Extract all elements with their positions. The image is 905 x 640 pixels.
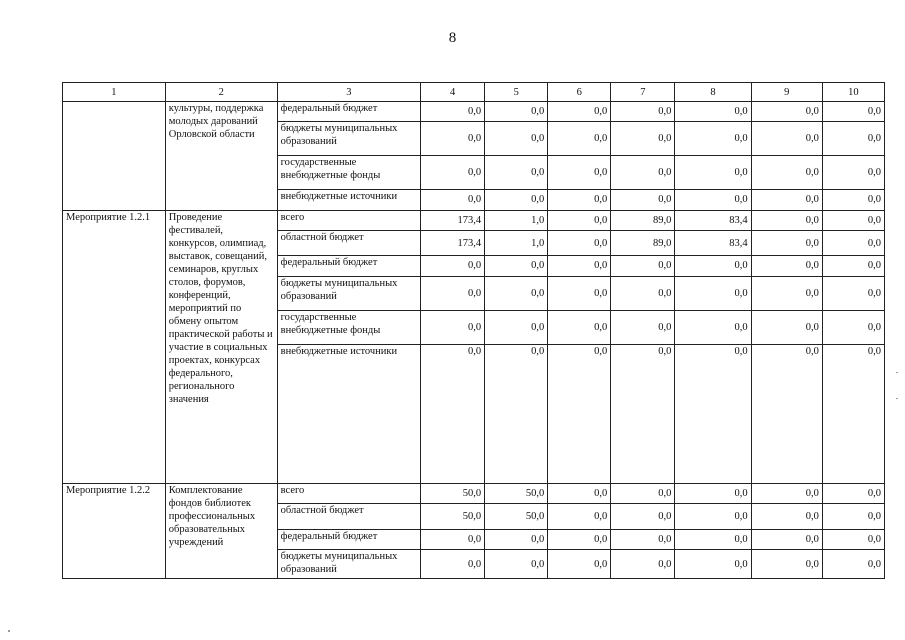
value-cell: 0,0 <box>421 344 485 483</box>
value-cell: 0,0 <box>675 484 751 504</box>
description-cell: Комплектование фондов библиотек профессиональных образовательных учреждений <box>165 484 277 579</box>
value-cell: 0,0 <box>822 529 884 549</box>
value-cell: 0,0 <box>822 190 884 210</box>
value-cell: 0,0 <box>548 190 611 210</box>
value-cell: 0,0 <box>485 550 548 579</box>
funding-source-cell: областной бюджет <box>277 504 420 530</box>
column-number-row <box>63 83 885 102</box>
funding-source-cell: государственные внебюджетные фонды <box>277 310 420 344</box>
value-cell: 173,4 <box>421 210 485 230</box>
value-cell: 0,0 <box>751 276 822 310</box>
value-cell: 0,0 <box>751 122 822 156</box>
value-cell: 0,0 <box>485 256 548 276</box>
value-cell: 0,0 <box>822 310 884 344</box>
value-cell: 0,0 <box>751 230 822 256</box>
funding-source-cell: всего <box>277 484 420 504</box>
value-cell: 0,0 <box>485 102 548 122</box>
activity-cell: Мероприятие 1.2.2 <box>63 484 166 579</box>
value-cell: 0,0 <box>611 102 675 122</box>
value-cell: 0,0 <box>675 190 751 210</box>
value-cell: 0,0 <box>675 102 751 122</box>
value-cell: 0,0 <box>675 504 751 530</box>
value-cell: 0,0 <box>675 276 751 310</box>
funding-source-cell: бюджеты муниципальных образований <box>277 276 420 310</box>
value-cell: 0,0 <box>485 190 548 210</box>
value-cell: 0,0 <box>485 529 548 549</box>
column-number: 6 <box>548 83 611 102</box>
value-cell: 0,0 <box>421 276 485 310</box>
value-cell: 0,0 <box>485 156 548 190</box>
value-cell: 0,0 <box>675 550 751 579</box>
column-number: 10 <box>822 83 884 102</box>
value-cell: 0,0 <box>751 310 822 344</box>
value-cell: 0,0 <box>822 504 884 530</box>
value-cell: 0,0 <box>421 550 485 579</box>
value-cell: 0,0 <box>421 122 485 156</box>
column-number: 7 <box>611 83 675 102</box>
activity-cell <box>63 102 166 211</box>
column-number: 1 <box>63 83 166 102</box>
value-cell: 50,0 <box>485 484 548 504</box>
activity-cell: Мероприятие 1.2.1 <box>63 210 166 484</box>
value-cell: 0,0 <box>751 210 822 230</box>
value-cell: 0,0 <box>485 344 548 483</box>
funding-source-cell: государственные внебюджетные фонды <box>277 156 420 190</box>
value-cell: 0,0 <box>751 190 822 210</box>
value-cell: 0,0 <box>611 550 675 579</box>
value-cell: 0,0 <box>822 484 884 504</box>
value-cell: 50,0 <box>421 504 485 530</box>
value-cell: 0,0 <box>485 276 548 310</box>
value-cell: 0,0 <box>421 256 485 276</box>
value-cell: 0,0 <box>548 210 611 230</box>
value-cell: 0,0 <box>751 344 822 483</box>
value-cell: 0,0 <box>548 344 611 483</box>
value-cell: 89,0 <box>611 230 675 256</box>
value-cell: 0,0 <box>421 156 485 190</box>
scan-mark <box>896 372 898 373</box>
value-cell: 0,0 <box>822 156 884 190</box>
funding-source-cell: бюджеты муниципальных образований <box>277 122 420 156</box>
value-cell: 0,0 <box>751 156 822 190</box>
funding-source-cell: федеральный бюджет <box>277 256 420 276</box>
value-cell: 0,0 <box>421 102 485 122</box>
value-cell: 0,0 <box>822 230 884 256</box>
value-cell: 0,0 <box>751 484 822 504</box>
value-cell: 0,0 <box>822 210 884 230</box>
value-cell: 0,0 <box>548 156 611 190</box>
value-cell: 0,0 <box>548 310 611 344</box>
funding-source-cell: бюджеты муниципальных образований <box>277 550 420 579</box>
funding-source-cell: внебюджетные источники <box>277 344 420 483</box>
value-cell: 0,0 <box>822 102 884 122</box>
value-cell: 0,0 <box>611 529 675 549</box>
value-cell: 1,0 <box>485 210 548 230</box>
description-cell: культуры, поддержка молодых дарований Орловской области <box>165 102 277 211</box>
value-cell: 0,0 <box>611 504 675 530</box>
value-cell: 0,0 <box>421 310 485 344</box>
value-cell: 0,0 <box>675 344 751 483</box>
budget-table <box>62 82 885 579</box>
value-cell: 0,0 <box>751 504 822 530</box>
column-number: 4 <box>421 83 485 102</box>
value-cell: 0,0 <box>611 310 675 344</box>
funding-source-cell: федеральный бюджет <box>277 102 420 122</box>
value-cell: 0,0 <box>675 122 751 156</box>
value-cell: 0,0 <box>751 550 822 579</box>
value-cell: 50,0 <box>485 504 548 530</box>
column-number: 9 <box>751 83 822 102</box>
value-cell: 0,0 <box>751 256 822 276</box>
value-cell: 0,0 <box>675 529 751 549</box>
funding-source-cell: федеральный бюджет <box>277 529 420 549</box>
value-cell: 1,0 <box>485 230 548 256</box>
value-cell: 0,0 <box>485 122 548 156</box>
value-cell: 83,4 <box>675 210 751 230</box>
value-cell: 0,0 <box>822 550 884 579</box>
value-cell: 0,0 <box>548 550 611 579</box>
value-cell: 0,0 <box>611 484 675 504</box>
value-cell: 0,0 <box>548 122 611 156</box>
page-number: 8 <box>448 30 457 46</box>
description-cell: Проведение фестивалей, конкурсов, олимпиад, выставок, совещаний, семинаров, круглых столов, форумов, конференций, мероприятий по обмену опытом практической работы и участие в социальных проектах, конкурсах федерального, регионального значения <box>165 210 277 484</box>
value-cell: 0,0 <box>611 276 675 310</box>
value-cell: 0,0 <box>548 529 611 549</box>
value-cell: 0,0 <box>548 504 611 530</box>
value-cell: 0,0 <box>751 529 822 549</box>
value-cell: 0,0 <box>421 190 485 210</box>
funding-source-cell: всего <box>277 210 420 230</box>
value-cell: 0,0 <box>822 344 884 483</box>
value-cell: 0,0 <box>675 256 751 276</box>
value-cell: 0,0 <box>421 529 485 549</box>
table-row <box>63 210 885 230</box>
value-cell: 0,0 <box>822 256 884 276</box>
value-cell: 83,4 <box>675 230 751 256</box>
column-number: 2 <box>165 83 277 102</box>
scan-mark <box>8 630 10 632</box>
value-cell: 0,0 <box>611 256 675 276</box>
value-cell: 50,0 <box>421 484 485 504</box>
scan-mark <box>896 398 898 399</box>
column-number: 5 <box>485 83 548 102</box>
funding-source-cell: областной бюджет <box>277 230 420 256</box>
table-row <box>63 102 885 122</box>
value-cell: 0,0 <box>675 156 751 190</box>
value-cell: 0,0 <box>611 156 675 190</box>
column-number: 3 <box>277 83 420 102</box>
value-cell: 0,0 <box>548 276 611 310</box>
value-cell: 173,4 <box>421 230 485 256</box>
value-cell: 0,0 <box>611 344 675 483</box>
value-cell: 0,0 <box>675 310 751 344</box>
value-cell: 0,0 <box>485 310 548 344</box>
value-cell: 0,0 <box>548 230 611 256</box>
value-cell: 0,0 <box>611 122 675 156</box>
value-cell: 0,0 <box>822 276 884 310</box>
value-cell: 0,0 <box>548 484 611 504</box>
table-row <box>63 484 885 504</box>
value-cell: 0,0 <box>611 190 675 210</box>
value-cell: 0,0 <box>822 122 884 156</box>
column-number: 8 <box>675 83 751 102</box>
funding-source-cell: внебюджетные источники <box>277 190 420 210</box>
value-cell: 0,0 <box>751 102 822 122</box>
value-cell: 0,0 <box>548 102 611 122</box>
value-cell: 0,0 <box>548 256 611 276</box>
value-cell: 89,0 <box>611 210 675 230</box>
